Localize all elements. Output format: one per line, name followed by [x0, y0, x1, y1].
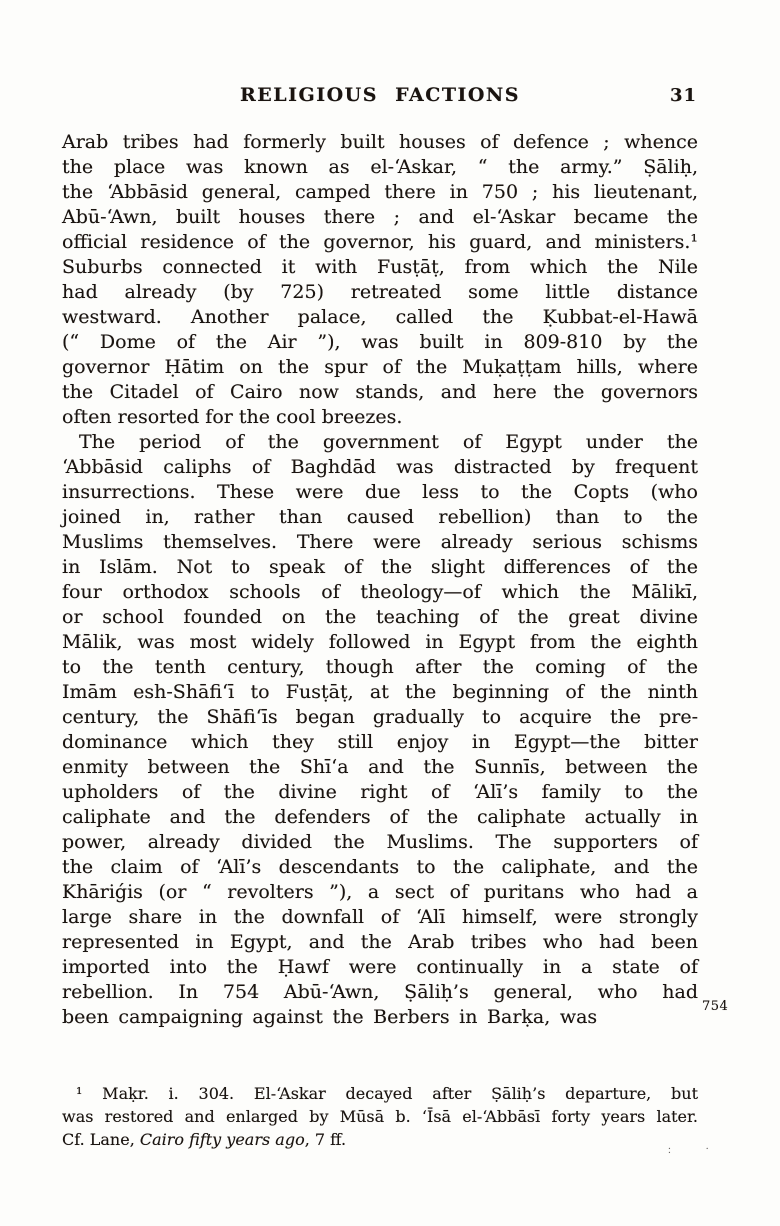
text-line: Imām esh-Shāfi‘ī to Fusṭāṭ, at the beginning of the ninth [62, 681, 698, 703]
paragraph-1 [62, 130, 698, 430]
footnote-line [62, 1128, 698, 1151]
text-line: Muslims themselves. There were already serious schisms [62, 531, 698, 553]
text-line: joined in, rather than caused rebellion) than to the [62, 506, 698, 528]
body-text [62, 130, 698, 1030]
text-line: the Citadel of Cairo now stands, and here the governors [62, 381, 698, 403]
footnote-line: ¹ Maḳr. i. 304. El-‘Askar decayed after Ṣāliḥ’s departure, but [76, 1084, 698, 1103]
text-line: the place was known as el-‘Askar, “ the army.” Ṣāliḥ, [62, 156, 698, 178]
text-line: governor Ḥātim on the spur of the Muḳaṭṭam hills, where [62, 356, 698, 378]
text-line: ‘Abbāsid caliphs of Baghdād was distracted by frequent [62, 456, 698, 478]
footnote-book-title: Cairo fifty years ago [139, 1130, 305, 1149]
text-line: Arab tribes had formerly built houses of defence ; whence [62, 131, 698, 153]
text-line: often resorted for the cool breezes. [62, 406, 403, 428]
text-line: imported into the Ḥawf were continually in a state of [62, 956, 698, 978]
paragraph-2 [62, 430, 698, 1030]
margin-year-note: 754 [702, 999, 729, 1014]
text-line: had already (by 725) retreated some little distance [62, 281, 698, 303]
text-line: to the tenth century, though after the coming of the [62, 656, 698, 678]
text-line: the claim of ‘Alī’s descendants to the caliphate, and the [62, 856, 698, 878]
scan-speck: . . . [668, 1142, 725, 1156]
text-line: power, already divided the Muslims. The supporters of [62, 831, 698, 853]
text-line: four orthodox schools of theology—of which the Mālikī, [62, 581, 698, 603]
text-line: westward. Another palace, called the Ḳubbat-el-Hawā [62, 306, 698, 328]
running-head-title: RELIGIOUS FACTIONS [240, 84, 520, 106]
text-line: Suburbs connected it with Fusṭāṭ, from which the Nile [62, 256, 698, 278]
footnote-citation-prefix: Cf. Lane, [62, 1130, 140, 1149]
text-line: Khāriǵis (or “ revolters ”), a sect of puritans who had a [62, 881, 698, 903]
text-line: in Islām. Not to speak of the slight differences of the [62, 556, 698, 578]
text-line: rebellion. In 754 Abū-‘Awn, Ṣāliḥ’s general, who had [62, 981, 698, 1003]
text-line: century, the Shāfi‘īs began gradually to acquire the pre- [62, 706, 698, 728]
text-line: large share in the downfall of ‘Alī himself, were strongly [62, 906, 698, 928]
footnote-citation-suffix: , 7 ff. [304, 1130, 347, 1149]
text-line: official residence of the governor, his guard, and ministers.¹ [62, 231, 698, 253]
text-line: or school founded on the teaching of the great divine [62, 606, 698, 628]
text-line: (“ Dome of the Air ”), was built in 809-810 by the [62, 331, 698, 353]
footnote [62, 1082, 698, 1151]
page-number: 31 [669, 85, 697, 106]
text-line: enmity between the Shī‘a and the Sunnīs, between the [62, 756, 698, 778]
text-line: caliphate and the defenders of the caliphate actually in [62, 806, 698, 828]
text-line: insurrections. These were due less to the Copts (who [62, 481, 698, 503]
text-line: upholders of the divine right of ‘Alī’s family to the [62, 781, 698, 803]
text-line: Abū-‘Awn, built houses there ; and el-‘Askar became the [62, 206, 698, 228]
footnote-line: was restored and enlarged by Mūsā b. ‘Īsā el-‘Abbāsī forty years later. [62, 1107, 698, 1126]
text-line: The period of the government of Egypt under the [79, 431, 698, 453]
text-line: Mālik, was most widely followed in Egypt from the eighth [62, 631, 698, 653]
text-line: represented in Egypt, and the Arab tribes who had been [62, 931, 698, 953]
text-line: the ‘Abbāsid general, camped there in 750 ; his lieutenant, [62, 181, 698, 203]
text-line: dominance which they still enjoy in Egypt—the bitter [62, 731, 698, 753]
text-line: been campaigning against the Berbers in Barḳa, was [62, 1006, 598, 1028]
